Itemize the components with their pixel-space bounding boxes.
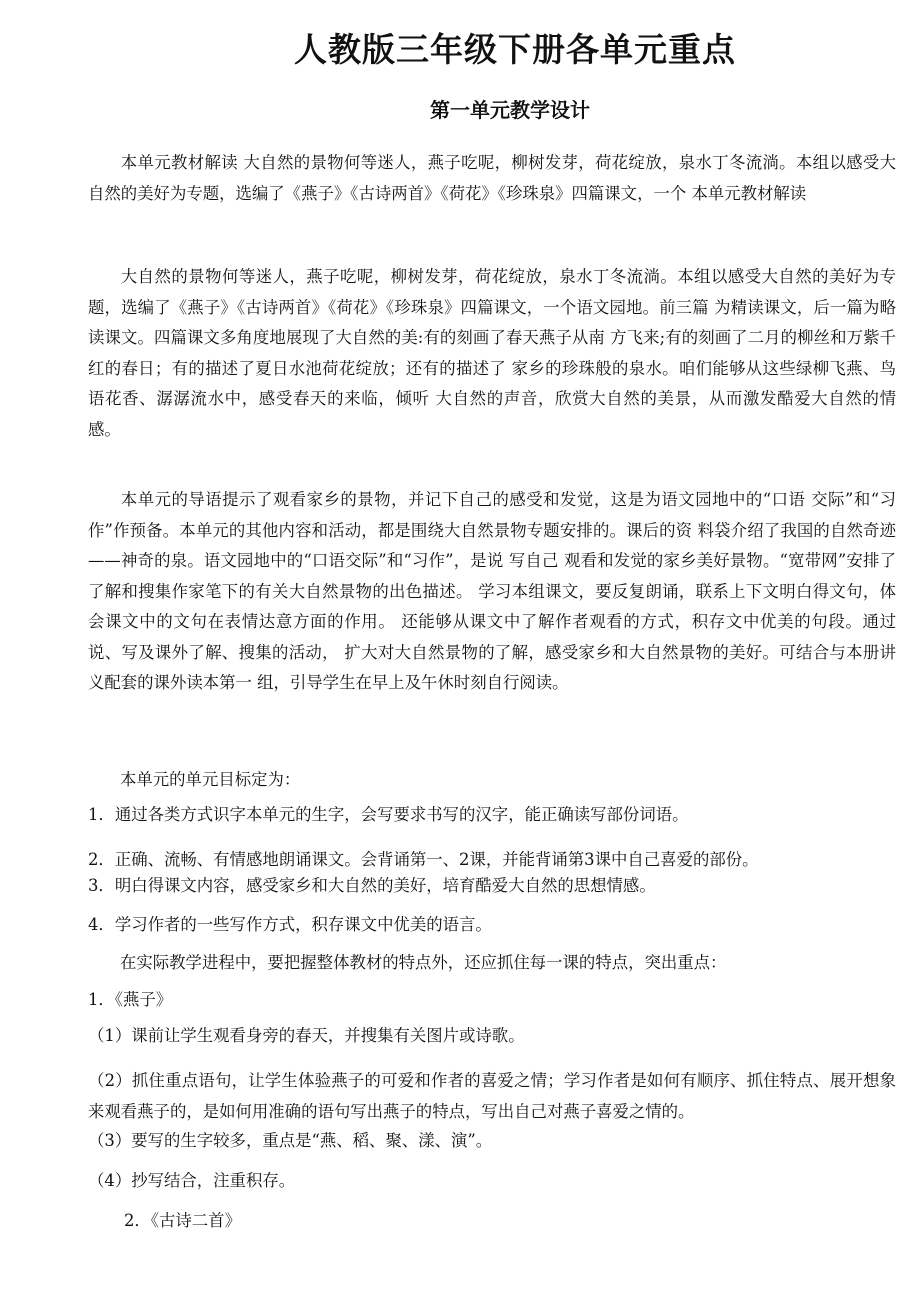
goal-text: 3．明白得课文内容，感受家乡和大自然的美好，培育酷爱大自然的思想情感。 (88, 876, 656, 895)
focus-intro-text: 在实际教学进程中，要把握整体教材的特点外，还应抓住每一课的特点，突出重点： (120, 953, 727, 972)
intro-paragraph-3 (88, 485, 896, 699)
goals-intro (88, 765, 896, 796)
goal-item-1 (88, 800, 896, 831)
goal-item-4 (88, 910, 896, 941)
point-text: （1）课前让学生观看身旁的春天，并搜集有关图片或诗歌。 (88, 1026, 525, 1045)
goal-text: 4．学习作者的一些写作方式，积存课文中优美的语言。 (88, 915, 492, 934)
goals-intro-text: 本单元的单元目标定为： (120, 770, 301, 789)
paragraph-text: 本单元教材解读 大自然的景物何等迷人，燕子吃呢，柳树发芽，荷花绽放，泉水丁冬流淌。本组以感受大自然的美好为专题，选编了《燕子》《古诗两首》《荷花》《珍珠泉》四篇课文，一个 本单元教材解读 (88, 153, 896, 203)
lesson-1-point-4 (88, 1166, 896, 1197)
goal-text: 2．正确、流畅、有情感地朗诵课文。会背诵第一、2课，并能背诵第3课中自己喜爱的部份。 (88, 850, 759, 869)
lesson-1-point-2 (88, 1066, 896, 1127)
document-title: 人教版三年级下册各单元重点 (294, 30, 736, 69)
lesson-2-title (88, 1206, 896, 1237)
intro-paragraph-1 (88, 148, 896, 209)
paragraph-text: 本单元的导语提示了观看家乡的景物，并记下自己的感受和发觉，这是为语文园地中的“口语 交际”和“习作”作预备。本单元的其他内容和活动，都是围绕大自然景物专题安排的。课后的资 料袋介绍了我国的自然奇迹——神奇的泉。语文园地中的“口语交际”和“习作”，是说 写自己 观看和发觉的家乡美好景物。“宽带网”安排了了解和搜集作家笔下的有关大自然景物的出色描述。 学习本组课文，要反复朗诵，联系上下文明白得文句，体会课文中的文句在表情达意方面的作用。 还能够从课文中了解作者观看的方式，积存文中优美的句段。通过说、写及课外了解、搜集的活动， 扩大对大自然景物的了解，感受家乡和大自然景物的美好。可结合与本册讲义配套的课外读本第一 组，引导学生在早上及午休时刻自行阅读。 (88, 490, 896, 692)
point-text: （3）要写的生字较多，重点是“燕、稻、聚、漾、演”。 (88, 1131, 493, 1150)
point-text: （2）抓住重点语句，让学生体验燕子的可爱和作者的喜爱之情；学习作者是如何有顺序、抓住特点、展开想象来观看燕子的，是如何用准确的语句写出燕子的特点，写出自己对燕子喜爱之情的。 (88, 1071, 896, 1121)
point-text: （4）抄写结合，注重积存。 (88, 1171, 296, 1190)
goal-item-3 (88, 871, 896, 902)
goal-text: 1．通过各类方式识字本单元的生字，会写要求书写的汉字，能正确读写部份词语。 (88, 805, 689, 824)
intro-paragraph-2 (88, 262, 896, 445)
lesson-1-point-3 (88, 1126, 896, 1157)
lesson-1-point-1 (88, 1021, 896, 1052)
focus-intro (88, 948, 896, 979)
lesson-title-text: 2．《古诗二首》 (124, 1211, 241, 1230)
lesson-title-text: 1．《燕子》 (88, 990, 173, 1009)
paragraph-text: 大自然的景物何等迷人，燕子吃呢，柳树发芽，荷花绽放，泉水丁冬流淌。本组以感受大自然的美好为专题，选编了《燕子》《古诗两首》《荷花》《珍珠泉》四篇课文，一个语文园地。前三篇 为精读课文，后一篇为略读课文。四篇课文多角度地展现了大自然的美:有的刻画了春天燕子从南 方飞来;有的刻画了二月的柳丝和万紫千红的春日；有的描述了夏日水池荷花绽放；还有的描述了 家乡的珍珠般的泉水。咱们能够从这些绿柳飞燕、鸟语花香、潺潺流水中，感受春天的来临，倾听 大自然的声音，欣赏大自然的美景，从而激发酷爱大自然的情感。 (88, 267, 896, 439)
lesson-1-title (88, 985, 896, 1016)
section-subtitle: 第一单元教学设计 (430, 98, 590, 122)
